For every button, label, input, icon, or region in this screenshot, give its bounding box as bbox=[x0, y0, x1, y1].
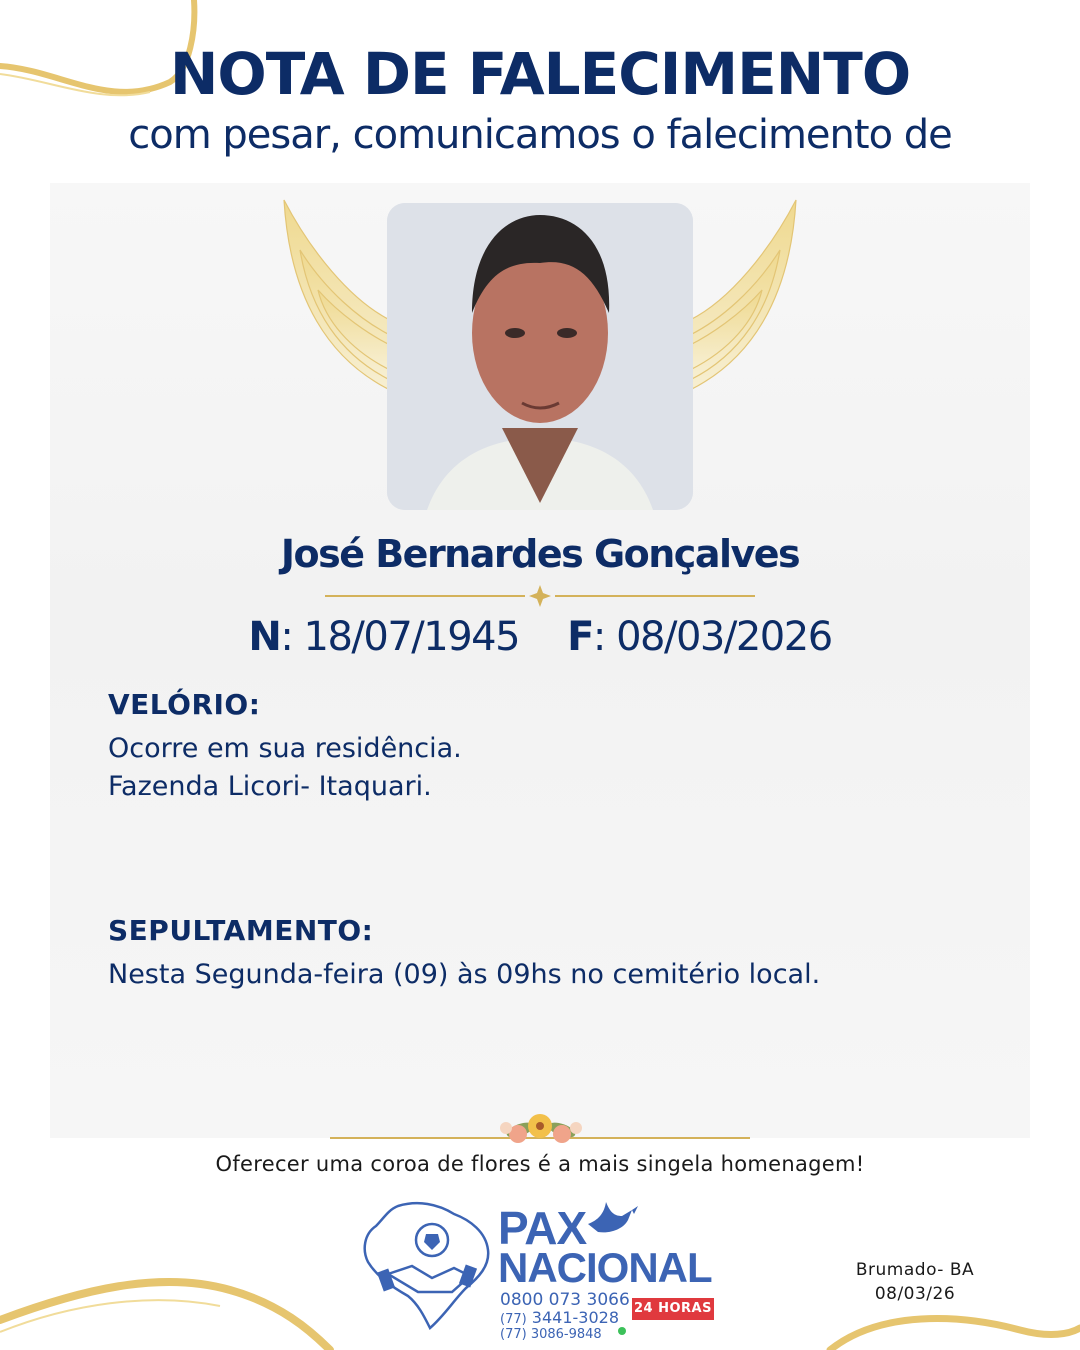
sparkle-divider-icon bbox=[325, 584, 755, 608]
burial-text: Nesta Segunda-feira (09) às 09hs no cemitério local. bbox=[108, 959, 821, 990]
phone-toll-free: 0800 073 3066 bbox=[500, 1290, 630, 1310]
phone-landline-number: 3441-3028 bbox=[531, 1308, 619, 1327]
birth-label: N bbox=[248, 614, 281, 660]
wake-line-1: Ocorre em sua residência. bbox=[108, 733, 462, 764]
deceased-name: José Bernardes Gonçalves bbox=[280, 532, 800, 576]
tribute-message: Oferecer uma coroa de flores é a mais singela homenagem! bbox=[215, 1152, 865, 1176]
phone-whatsapp-number: 3086-9848 bbox=[530, 1327, 602, 1342]
dove-icon bbox=[584, 1194, 640, 1238]
gold-swirl-bottom-left-icon bbox=[0, 1270, 340, 1350]
burial-title: SEPULTAMENTO: bbox=[108, 914, 374, 947]
wake-text bbox=[108, 730, 462, 806]
company-name-line-1: PAX bbox=[498, 1202, 587, 1254]
phone-whatsapp-area: (77) bbox=[500, 1327, 527, 1342]
birth-date: 18/07/1945 bbox=[303, 614, 520, 660]
location-date: 08/03/26 bbox=[874, 1284, 956, 1304]
location-city: Brumado- BA bbox=[855, 1260, 975, 1280]
life-dates: N: 18/07/1945 F: 08/03/2026 bbox=[248, 614, 832, 660]
company-name-line-2: NACIONAL bbox=[498, 1244, 712, 1291]
page-subtitle: com pesar, comunicamos o falecimento de bbox=[128, 112, 952, 158]
death-date: 08/03/2026 bbox=[616, 614, 832, 660]
phone-landline-area: (77) bbox=[500, 1312, 527, 1327]
whatsapp-icon bbox=[618, 1327, 626, 1335]
wake-title: VELÓRIO: bbox=[108, 688, 261, 721]
phone-whatsapp bbox=[500, 1327, 602, 1342]
phone-landline bbox=[500, 1308, 619, 1327]
deceased-photo bbox=[387, 203, 693, 510]
wake-line-2: Fazenda Licori- Itaquari. bbox=[108, 771, 432, 802]
hours-badge: 24 HORAS bbox=[632, 1298, 714, 1320]
location-block bbox=[840, 1258, 990, 1306]
page-title: NOTA DE FALECIMENTO bbox=[169, 40, 911, 108]
brazil-map-handshake-icon bbox=[358, 1196, 494, 1332]
death-label: F bbox=[567, 614, 593, 660]
